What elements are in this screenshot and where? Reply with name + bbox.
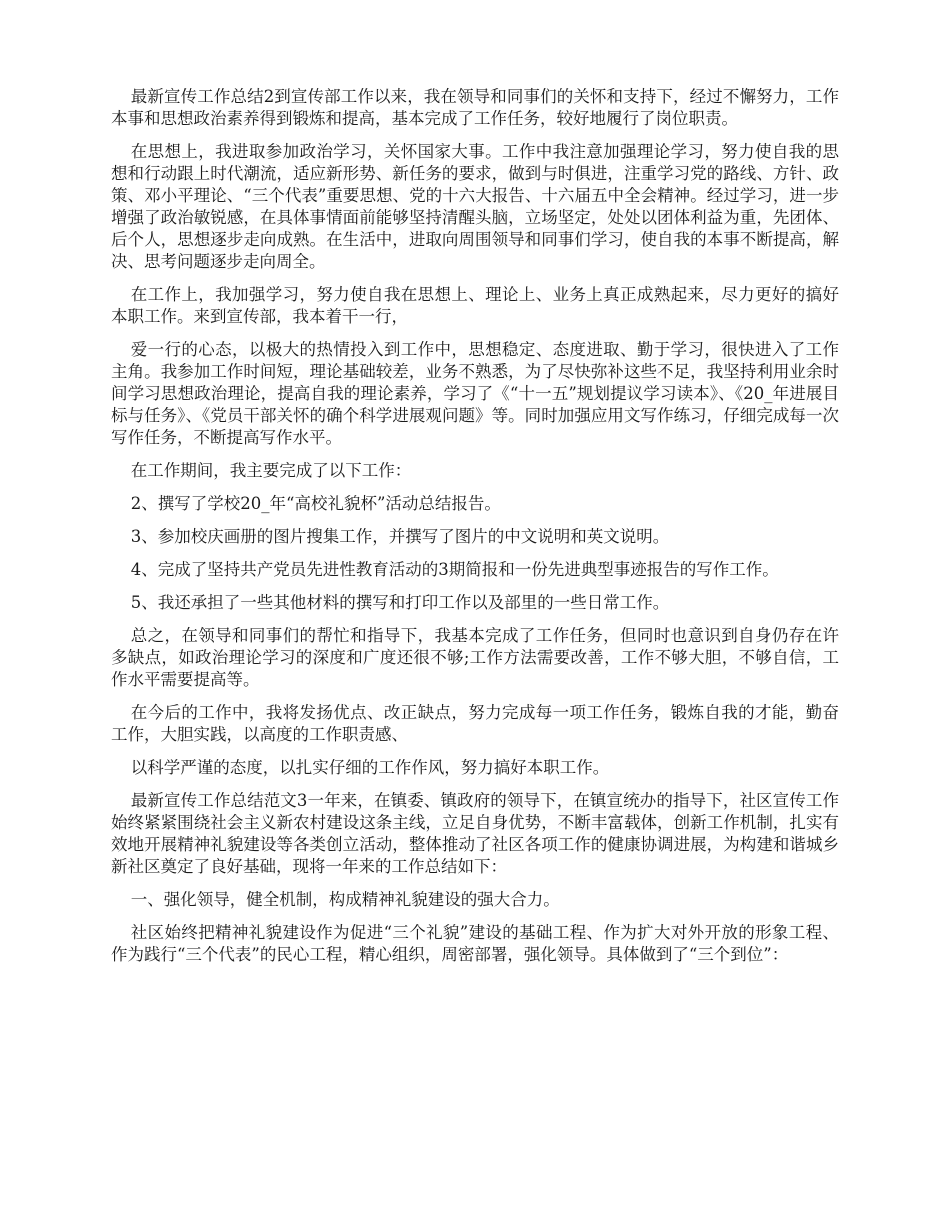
paragraph-7: 3、参加校庆画册的图片搜集工作，并撰写了图片的中文说明和英文说明。 <box>130 527 670 546</box>
paragraph-1: 最新宣传工作总结2到宣传部工作以来，我在领导和同事们的关怀和支持下，经过不懈努力，工作本事和思想政治素养得到锻炼和提高，基本完成了工作任务，较好地履行了岗位职责。 <box>111 87 839 128</box>
paragraph-13: 最新宣传工作总结范文3一年来，在镇委、镇政府的领导下，在镇宣统办的指导下，社区宣传工作始终紧紧围绕社会主义新农村建设这条主线，立足自身优势，不断丰富载体，创新工作机制，扎实有效地开展精神礼貌建设等各类创立活动，整体推动了社区各项工作的健康协调进展，为构建和谐城乡新社区奠定了良好基础，现将一年来的工作总结如下： <box>111 791 839 876</box>
paragraph-6: 2、撰写了学校20_年“高校礼貌杯”活动总结报告。 <box>130 494 501 513</box>
paragraph-4: 爱一行的心态，以极大的热情投入到工作中，思想稳定、态度进取、勤于学习，很快进入了工作主角。我参加工作时间短，理论基础较差，业务不熟悉，为了尽快弥补这些不足，我坚持利用业余时间学习思想政治理论，提高自我的理论素养，学习了《“十一五”规划提议学习读本》、《20_年进展目标与任务》、《党员干部关怀的确个科学进展观问题》等。同时加强应用文写作练习，仔细完成每一次写作任务，不断提高写作水平。 <box>111 340 839 447</box>
paragraph-5: 在工作期间，我主要完成了以下工作： <box>130 461 412 480</box>
paragraph-10: 总之，在领导和同事们的帮忙和指导下，我基本完成了工作任务，但同时也意识到自身仍存在许多缺点，如政治理论学习的深度和广度还很不够;工作方法需要改善，工作不够大胆，不够自信，工作水平需要提高等。 <box>111 626 839 689</box>
paragraph-12: 以科学严谨的态度，以扎实仔细的工作作风，努力搞好本职工作。 <box>130 758 610 777</box>
paragraph-14: 一、强化领导，健全机制，构成精神礼貌建设的强大合力。 <box>130 890 560 909</box>
paragraph-9: 5、我还承担了一些其他材料的撰写和打印工作以及部里的一些日常工作。 <box>130 593 670 612</box>
document-body <box>111 86 839 977</box>
paragraph-15: 社区始终把精神礼貌建设作为促进“三个礼貌”建设的基础工程、作为扩大对外开放的形象工程、作为践行“三个代表”的民心工程，精心组织，周密部署，强化领导。具体做到了“三个到位”： <box>111 923 839 964</box>
paragraph-2: 在思想上，我进取参加政治学习，关怀国家大事。工作中我注意加强理论学习，努力使自我的思想和行动跟上时代潮流，适应新形势、新任务的要求，做到与时俱进，注重学习党的路线、方针、政策、邓小平理论、“三个代表”重要思想、党的十六大报告、十六届五中全会精神。经过学习，进一步增强了政治敏锐感，在具体事情面前能够坚持清醒头脑，立场坚定，处处以团体利益为重，先团体、后个人，思想逐步走向成熟。在生活中，进取向周围领导和同事们学习，使自我的本事不断提高，解决、思考问题逐步走向周全。 <box>111 142 839 271</box>
paragraph-3: 在工作上，我加强学习，努力使自我在思想上、理论上、业务上真正成熟起来，尽力更好的搞好本职工作。来到宣传部，我本着干一行， <box>111 285 839 326</box>
paragraph-8: 4、完成了坚持共产党员先进性教育活动的3期简报和一份先进典型事迹报告的写作工作。 <box>130 560 779 579</box>
paragraph-11: 在今后的工作中，我将发扬优点、改正缺点，努力完成每一项工作任务，锻炼自我的才能，勤奋工作，大胆实践，以高度的工作职责感、 <box>111 703 839 744</box>
